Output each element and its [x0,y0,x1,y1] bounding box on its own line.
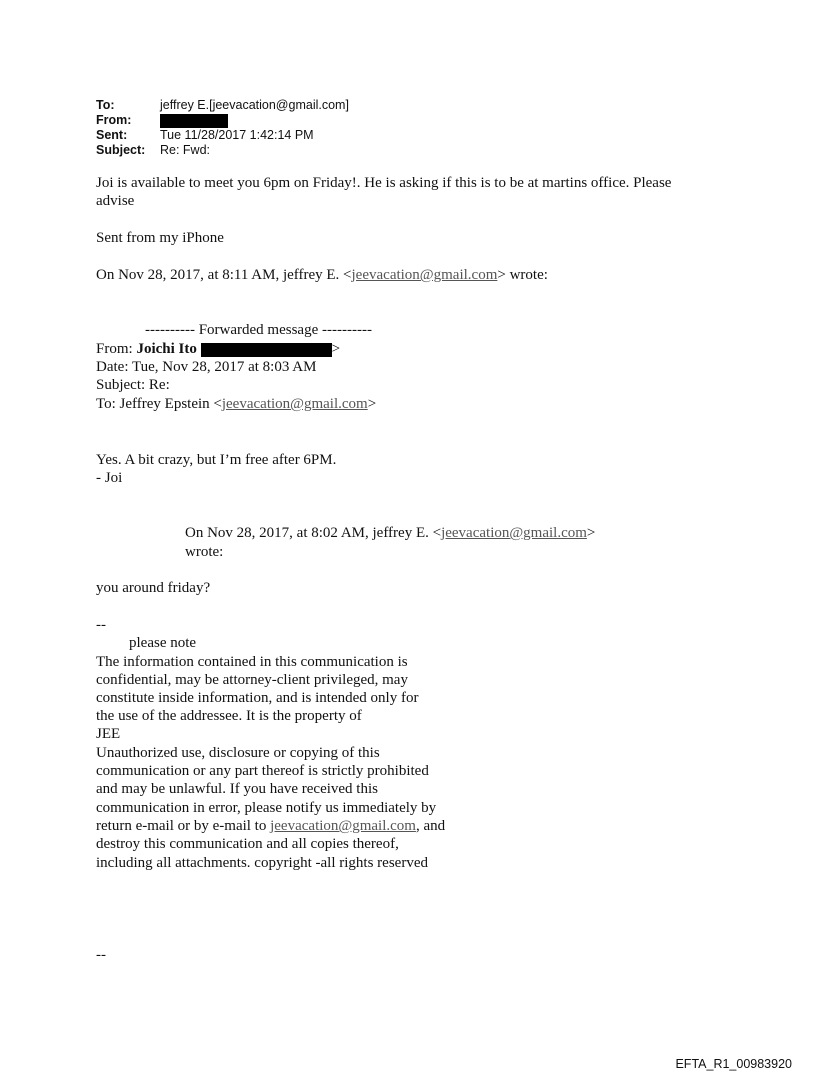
subject-label: Subject: [96,143,146,157]
end-separator: -- [96,947,106,963]
forwarded-from-line [96,340,340,359]
body-line: Joi is available to meet you 6pm on Friday!. He is asking if this is to be at martins office. Please [96,175,672,191]
reply-line: - Joi [96,470,123,486]
forwarded-from-suffix: > [331,341,341,357]
header-subject-row [96,142,210,158]
header-sent-row [96,127,314,143]
sent-label: Sent: [96,128,128,142]
forwarded-to-line [96,395,376,414]
disclaimer-line: JEE [96,726,121,742]
redaction-block [201,343,332,357]
disclaimer-suffix: , and [415,818,446,834]
signature-line: Sent from my iPhone [96,230,224,246]
disclaimer-line: communication in error, please notify us immediately by [96,800,437,816]
header-from-row [96,112,228,128]
from-label: From: [96,113,132,127]
forwarded-to-prefix: To: Jeffrey Epstein < [96,396,222,412]
forwarded-from-name: Joichi Ito [136,341,197,357]
disclaimer-prefix: return e-mail or by e-mail to [96,818,271,834]
email-link[interactable]: jeevacation@gmail.com [270,818,416,834]
sent-value: Tue 11/28/2017 1:42:14 PM [160,128,314,142]
forwarded-subject-line: Subject: Re: [96,377,170,393]
disclaimer-line: Unauthorized use, disclosure or copying of this [96,745,380,761]
redaction-block [160,114,228,128]
disclaimer-line: The information contained in this communication is [96,654,408,670]
disclaimer-line [96,817,445,836]
subject-value: Re: Fwd: [160,143,211,157]
email-link[interactable]: jeevacation@gmail.com [351,267,498,283]
forwarded-date-line: Date: Tue, Nov 28, 2017 at 8:03 AM [96,359,317,375]
disclaimer-line: destroy this communication and all copies thereof, [96,836,399,852]
forwarded-to-suffix: > [367,396,377,412]
signature-separator: -- [96,617,106,633]
reply-line: Yes. A bit crazy, but I’m free after 6PM. [96,452,337,468]
quoted-suffix: > [586,525,596,541]
email-link[interactable]: jeevacation@gmail.com [221,396,368,412]
disclaimer-line: including all attachments. copyright -all rights reserved [96,855,428,871]
email-link[interactable]: jeevacation@gmail.com [441,525,587,541]
question-line: you around friday? [96,580,211,596]
wrote-line [96,266,548,285]
disclaimer-line: the use of the addressee. It is the property of [96,708,362,724]
disclaimer-line: constitute inside information, and is intended only for [96,690,419,706]
header-to-row [96,97,349,113]
to-value: jeffrey E.[jeevacation@gmail.com] [160,98,349,112]
disclaimer-line: communication or any part thereof is strictly prohibited [96,763,429,779]
note-heading: please note [129,635,197,651]
forwarded-divider: ---------- Forwarded message ---------- [145,322,372,338]
wrote-suffix: > wrote: [497,267,548,283]
to-label: To: [96,98,115,112]
forwarded-from-prefix: From: [96,341,137,357]
body-line: advise [96,193,135,209]
document-id: EFTA_R1_00983920 [675,1057,792,1071]
disclaimer-line: and may be unlawful. If you have received this [96,781,378,797]
disclaimer-line: confidential, may be attorney-client privileged, may [96,672,408,688]
quoted-line [185,524,595,543]
wrote-prefix: On Nov 28, 2017, at 8:11 AM, jeffrey E. < [96,267,352,283]
quoted-prefix: On Nov 28, 2017, at 8:02 AM, jeffrey E. < [185,525,442,541]
quoted-line: wrote: [185,544,224,560]
